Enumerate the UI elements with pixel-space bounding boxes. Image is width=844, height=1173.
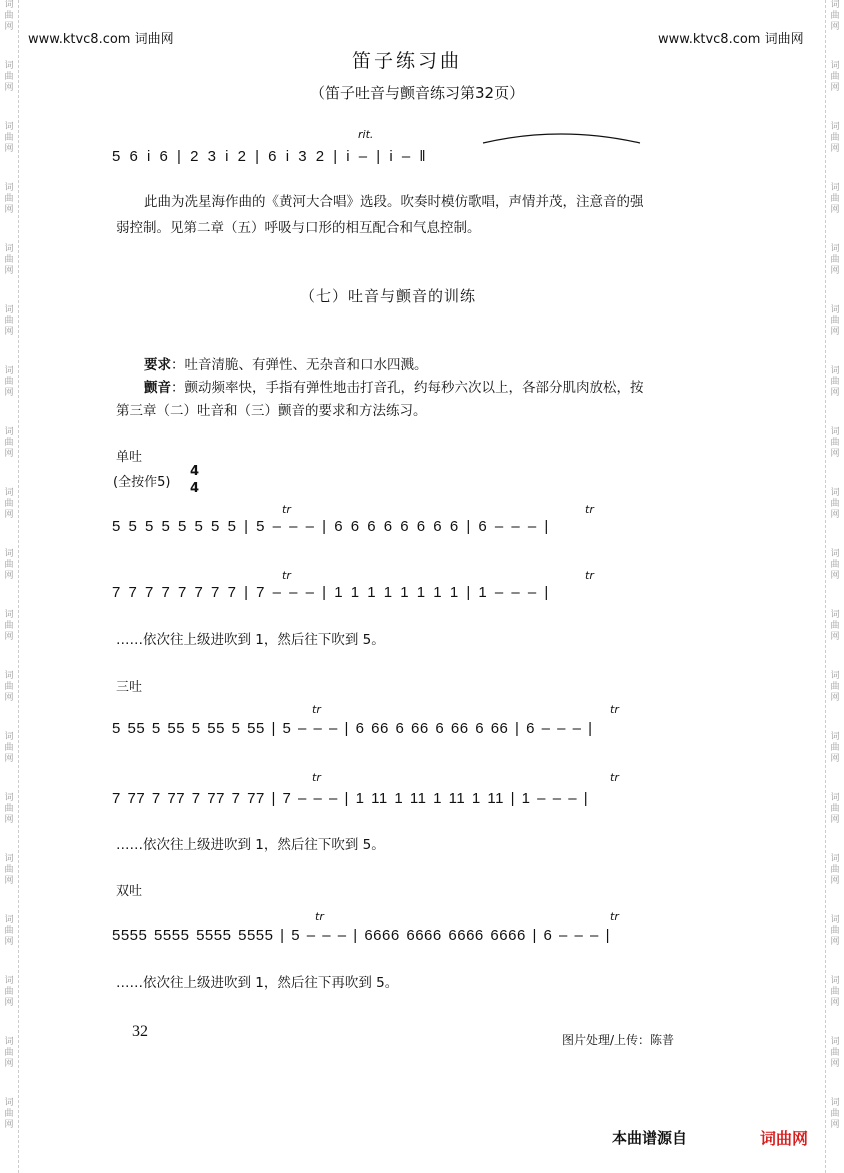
side-watermark-left: 词曲网 [4, 488, 14, 520]
side-watermark-left: 词曲网 [4, 915, 14, 947]
side-watermark-left: 词曲网 [4, 366, 14, 398]
side-watermark-left: 词曲网 [4, 183, 14, 215]
side-watermark-right: 词曲网 [830, 366, 840, 398]
side-watermark-right: 词曲网 [830, 427, 840, 459]
side-watermark-left: 词曲网 [4, 732, 14, 764]
double-tail: ……依次往上级进吹到 1，然后往下再吹到 5。 [116, 975, 399, 991]
requirement-label-2: 颤音 [144, 380, 171, 396]
side-watermark-left: 词曲网 [4, 122, 14, 154]
side-watermark-right: 词曲网 [830, 549, 840, 581]
triple-row-1: 5 55 5 55 5 55 5 55 | 5 – – – | 6 66 6 66 6 66 6 66 | 6 – – – | [112, 720, 593, 737]
trill-mark: tr [282, 503, 291, 516]
trill-mark: tr [282, 569, 291, 582]
trill-mark: tr [610, 771, 619, 784]
side-watermark-right: 词曲网 [830, 915, 840, 947]
side-watermark-left: 词曲网 [4, 1098, 14, 1130]
header-site-left[interactable]: www.ktvc8.com 词曲网 [28, 32, 174, 47]
side-watermark-right: 词曲网 [830, 854, 840, 886]
side-watermark-right: 词曲网 [830, 793, 840, 825]
page-subtitle: （笛子吐音与颤音练习第32页） [310, 84, 525, 102]
side-watermark-left: 词曲网 [4, 0, 14, 32]
header-site-right[interactable]: www.ktvc8.com 词曲网 [658, 32, 804, 47]
side-watermark-right: 词曲网 [830, 61, 840, 93]
side-watermark-left: 词曲网 [4, 610, 14, 642]
trill-mark: tr [312, 771, 321, 784]
section-title: （七）吐音与颤音的训练 [300, 287, 477, 305]
side-watermark-left: 词曲网 [4, 671, 14, 703]
trill-mark: tr [610, 703, 619, 716]
triple-heading: 三吐 [116, 680, 143, 695]
side-watermark-right: 词曲网 [830, 305, 840, 337]
requirement-text-1: ：吐音清脆、有弹性、无杂音和口水四溅。 [171, 357, 428, 373]
single-heading: 单吐 [116, 450, 143, 465]
side-watermark-right: 词曲网 [830, 610, 840, 642]
side-watermark-right: 词曲网 [830, 122, 840, 154]
score-top-line: 5 6 i 6 | 2 3 i 2 | 6 i 3 2 | i – | i – ‖ [112, 148, 427, 165]
triple-row-2: 7 77 7 77 7 77 7 77 | 7 – – – | 1 11 1 11 1 11 1 11 | 1 – – – | [112, 790, 589, 807]
triple-tail: ……依次往上级进吹到 1，然后往下吹到 5。 [116, 837, 385, 853]
requirement-line-1 [144, 355, 428, 375]
side-watermark-right: 词曲网 [830, 976, 840, 1008]
double-heading: 双吐 [116, 884, 143, 899]
requirement-line-2 [144, 378, 644, 398]
requirement-text-2: ：颤动频率快，手指有弹性地击打音孔，约每秒六次以上，各部分肌肉放松，按 [171, 380, 644, 396]
intro-line-2: 弱控制。见第二章（五）呼吸与口形的相互配合和气息控制。 [116, 220, 481, 236]
side-watermark-right: 词曲网 [830, 488, 840, 520]
double-row-1: 5555 5555 5555 5555 | 5 – – – | 6666 6666 6666 6666 | 6 – – – | [112, 927, 610, 944]
side-watermark-right: 词曲网 [830, 244, 840, 276]
trill-mark: tr [610, 910, 619, 923]
requirement-label-1: 要求 [144, 357, 171, 373]
side-watermark-right: 词曲网 [830, 1037, 840, 1069]
single-row-2: 7 7 7 7 7 7 7 7 | 7 – – – | 1 1 1 1 1 1 1 1 | 1 – – – | [112, 584, 549, 601]
single-tail: ……依次往上级进吹到 1，然后往下吹到 5。 [116, 632, 385, 648]
side-watermark-right: 词曲网 [830, 1098, 840, 1130]
page-number: 32 [132, 1023, 148, 1040]
side-watermark-left: 词曲网 [4, 549, 14, 581]
side-watermark-left: 词曲网 [4, 61, 14, 93]
side-watermark-right: 词曲网 [830, 732, 840, 764]
side-watermark-right: 词曲网 [830, 183, 840, 215]
requirement-line-3: 第三章（二）吐音和（三）颤音的要求和方法练习。 [116, 403, 427, 419]
side-watermark-left: 词曲网 [4, 427, 14, 459]
single-key: (全按作5) [113, 475, 171, 490]
time-signature-top: 4 [190, 464, 200, 479]
side-watermark-left: 词曲网 [4, 976, 14, 1008]
trill-mark: tr [585, 569, 594, 582]
single-row-1: 5 5 5 5 5 5 5 5 | 5 – – – | 6 6 6 6 6 6 6 6 | 6 – – – | [112, 518, 549, 535]
rit-marking: rit. [358, 128, 374, 141]
intro-line-1: 此曲为冼星海作曲的《黄河大合唱》选段。吹奏时模仿歌唱，声情并茂，注意音的强 [144, 194, 644, 210]
source-site-link[interactable]: 词曲网 [760, 1129, 809, 1148]
side-watermark-left: 词曲网 [4, 854, 14, 886]
upload-credit: 图片处理/上传：陈普 [562, 1033, 675, 1047]
trill-mark: tr [585, 503, 594, 516]
side-watermark-left: 词曲网 [4, 1037, 14, 1069]
page-title: 笛子练习曲 [352, 50, 463, 72]
side-watermark-left: 词曲网 [4, 305, 14, 337]
side-watermark-right: 词曲网 [830, 671, 840, 703]
source-label: 本曲谱源自 [612, 1129, 688, 1147]
time-signature-bottom: 4 [190, 481, 200, 496]
side-watermark-left: 词曲网 [4, 793, 14, 825]
trill-mark: tr [315, 910, 324, 923]
side-watermark-left: 词曲网 [4, 244, 14, 276]
side-watermark-right: 词曲网 [830, 0, 840, 32]
trill-mark: tr [312, 703, 321, 716]
